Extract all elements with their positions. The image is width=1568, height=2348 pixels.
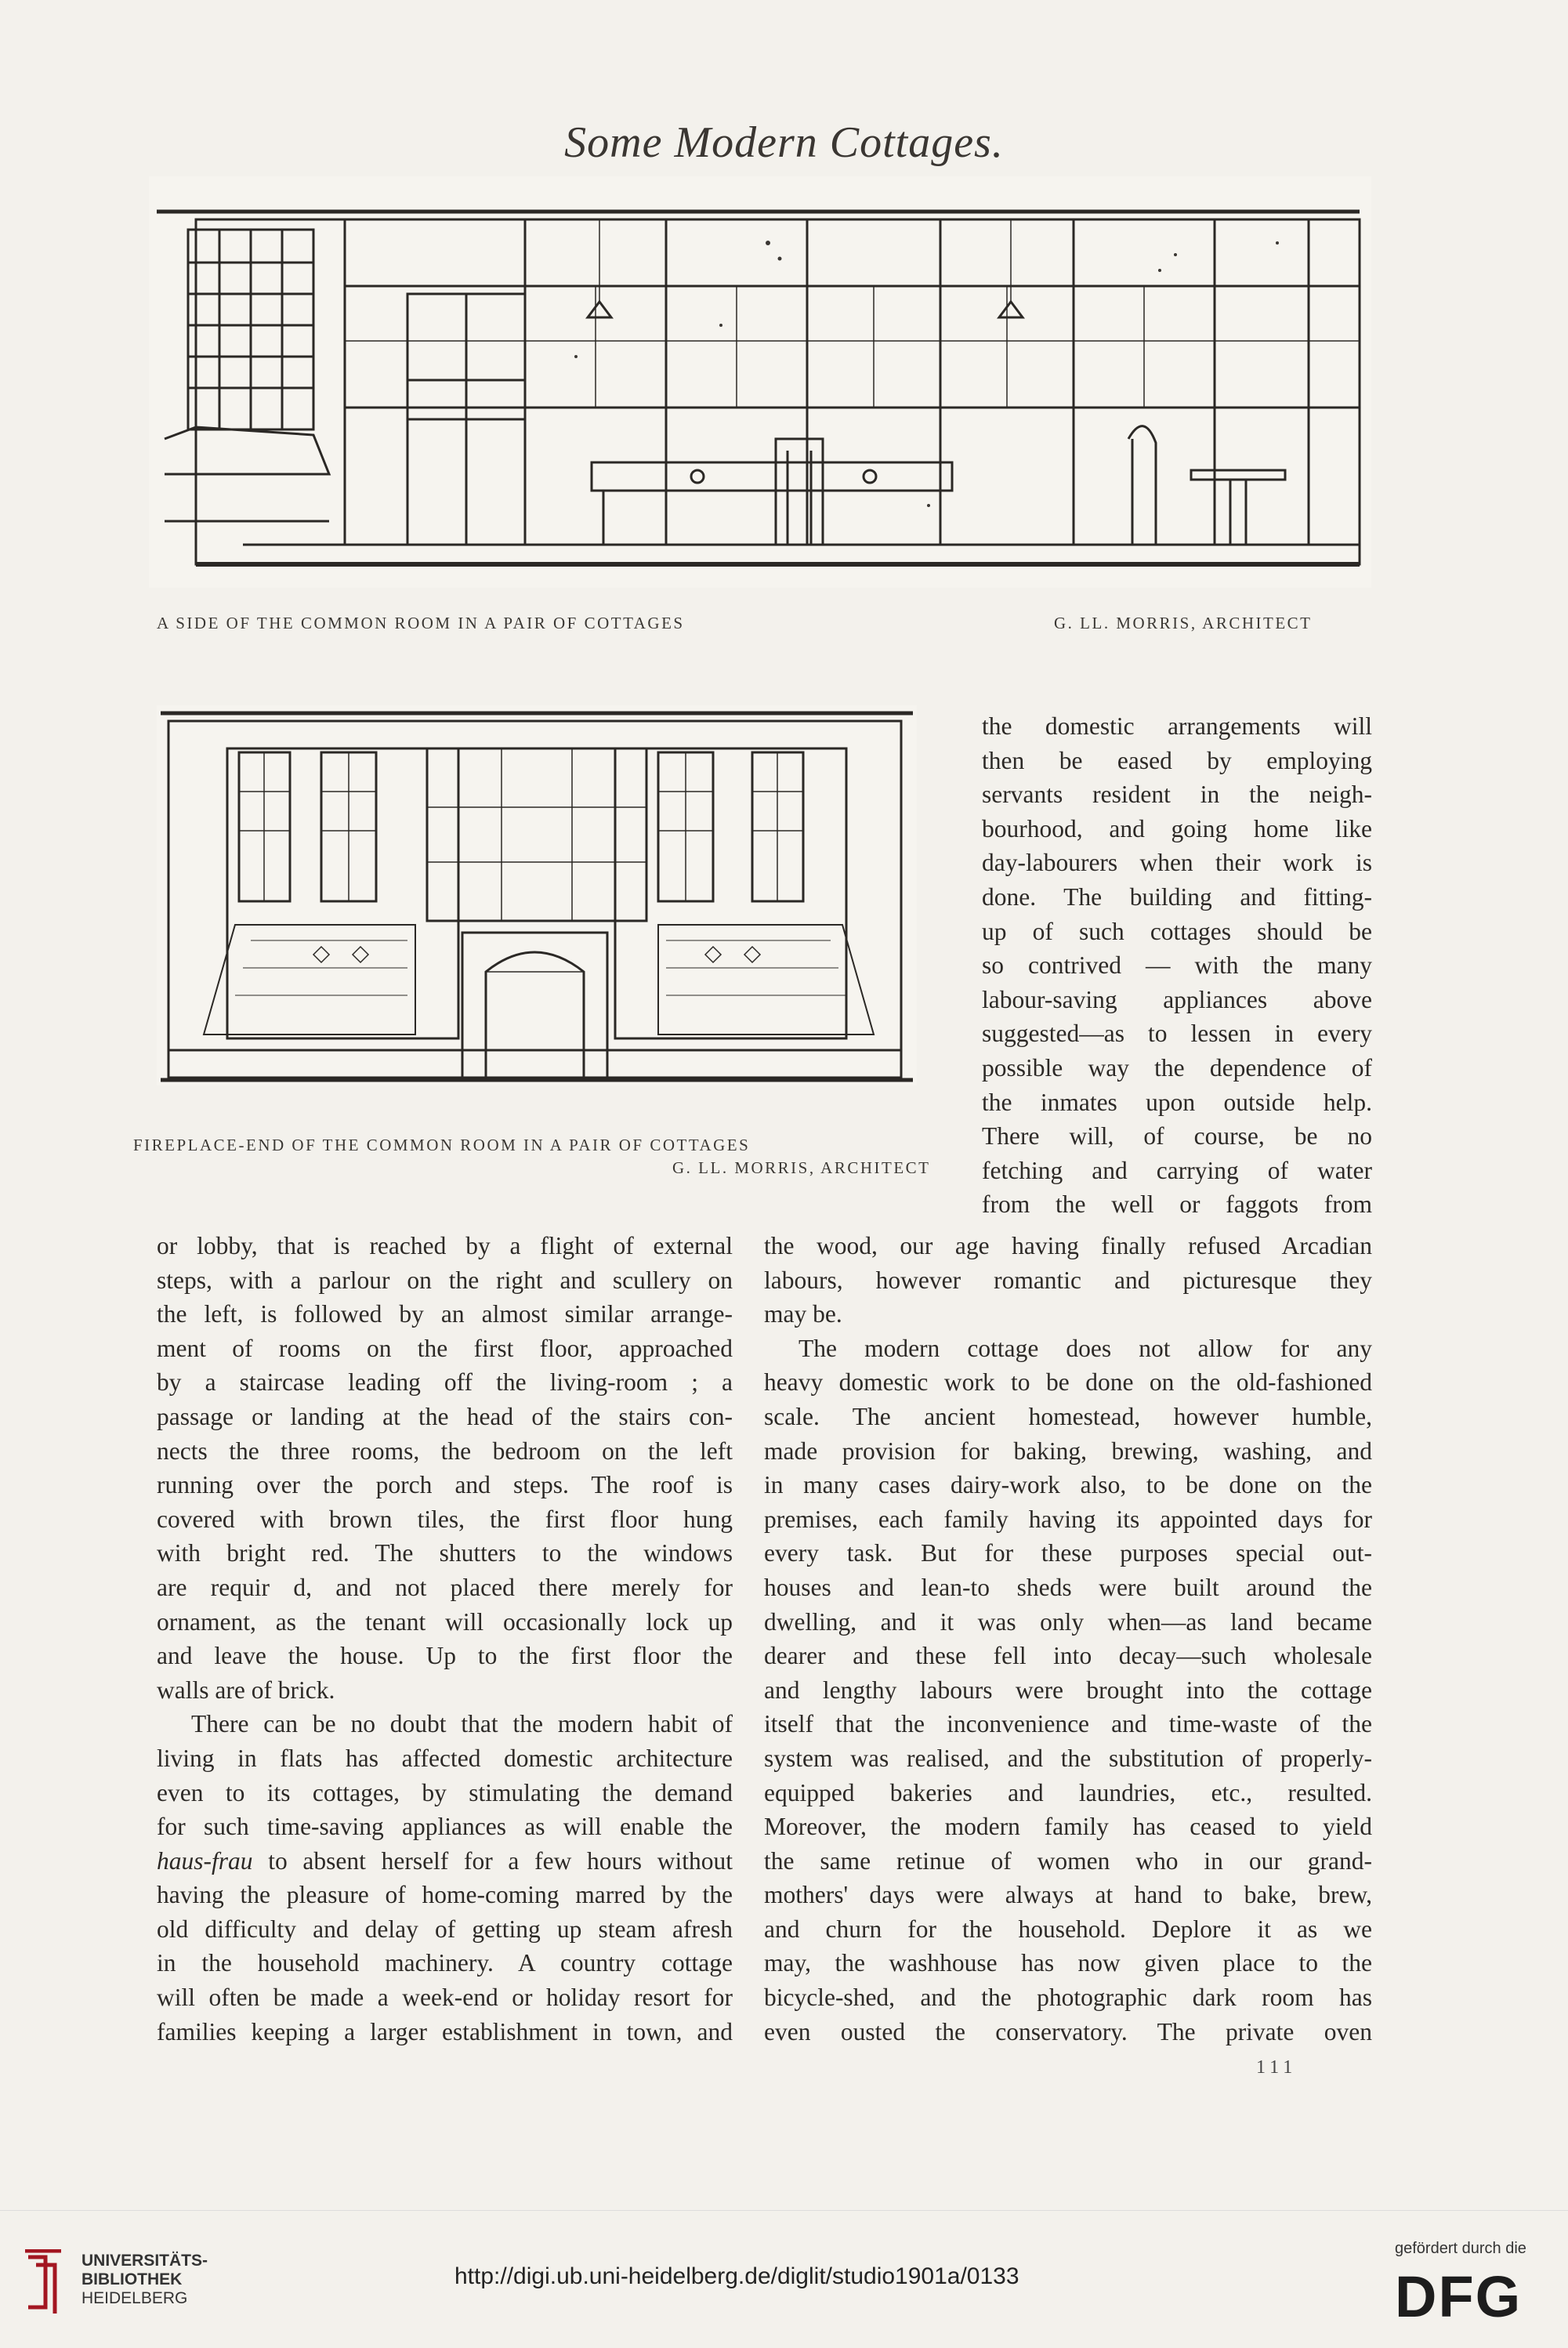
text-line: even to its cottages, by stimulating the demand bbox=[157, 1778, 733, 1806]
text-line: possible way the dependence of bbox=[982, 1053, 1372, 1082]
text-line: Moreover, the modern family has ceased to yield bbox=[764, 1813, 1372, 1841]
text-line: running over the porch and steps. The roof is bbox=[157, 1471, 733, 1499]
text-line: walls are of brick. bbox=[157, 1676, 335, 1704]
text-line: nects the three rooms, the bedroom on the left bbox=[157, 1437, 733, 1465]
text-line: ment of rooms on the first floor, approached bbox=[157, 1334, 733, 1362]
text-line: are requir d, and not placed there merely for bbox=[157, 1573, 733, 1601]
text-line: equipped bakeries and laundries, etc., resulted. bbox=[764, 1778, 1372, 1806]
text-line: every task. But for these purposes special out- bbox=[764, 1539, 1372, 1567]
text-line: houses and lean-to sheds were built around the bbox=[764, 1573, 1372, 1601]
text-line: the domestic arrangements will bbox=[982, 712, 1372, 740]
text-line: made provision for baking, brewing, washing, and bbox=[764, 1437, 1372, 1465]
text-line: and lengthy labours were brought into the cottage bbox=[764, 1676, 1372, 1704]
text-line: done. The building and fitting- bbox=[982, 882, 1372, 911]
text-line: servants resident in the neigh- bbox=[982, 781, 1372, 809]
text-line: labour-saving appliances above bbox=[982, 985, 1372, 1013]
figure-1-caption: A SIDE OF THE COMMON ROOM IN A PAIR OF COTTAGES bbox=[157, 614, 685, 632]
figure-1-credit: G. LL. MORRIS, ARCHITECT bbox=[1054, 614, 1313, 632]
text-line: ornament, as the tenant will occasionally lock up bbox=[157, 1607, 733, 1636]
text-line: from the well or faggots from bbox=[982, 1190, 1372, 1219]
text-line: mothers' days were always at hand to bake, brew, bbox=[764, 1881, 1372, 1909]
text-line: bicycle-shed, and the photographic dark room has bbox=[764, 1984, 1372, 2012]
text-span: to absent herself for a few hours without bbox=[268, 1846, 733, 1875]
text-line: passage or landing at the head of the stairs con- bbox=[157, 1402, 733, 1430]
text-line: families keeping a larger establishment in town, and bbox=[157, 2017, 733, 2045]
library-name-line: HEIDELBERG bbox=[81, 2289, 188, 2307]
text-line: dwelling, and it was only when—as land became bbox=[764, 1607, 1372, 1636]
text-line: or lobby, that is reached by a flight of external bbox=[157, 1232, 733, 1259]
text-line: itself that the inconvenience and time-waste of the bbox=[764, 1710, 1372, 1738]
text-line: the same retinue of women who in our grand- bbox=[764, 1846, 1372, 1875]
text-line: heavy domestic work to be done on the old-fashioned bbox=[764, 1368, 1372, 1397]
text-line: living in flats has affected domestic architecture bbox=[157, 1744, 733, 1772]
text-line: There will, of course, be no bbox=[982, 1122, 1372, 1150]
text-line: having the pleasure of home-coming marred by the bbox=[157, 1881, 733, 1909]
text-line: There can be no doubt that the modern habit of bbox=[191, 1710, 733, 1738]
text-line: premises, each family having its appointed days for bbox=[764, 1505, 1372, 1533]
text-line: suggested—as to lessen in every bbox=[982, 1020, 1372, 1048]
text-line: in the household machinery. A country cottage bbox=[157, 1949, 733, 1977]
library-name bbox=[81, 2252, 208, 2308]
funder-label: gefördert durch die bbox=[1395, 2240, 1526, 2257]
figure-common-room-side bbox=[149, 176, 1371, 588]
text-line: labours, however romantic and picturesque they bbox=[764, 1266, 1372, 1294]
text-line: will often be made a week-end or holiday resort for bbox=[157, 1984, 733, 2012]
text-line: by a staircase leading off the living-room ; a bbox=[157, 1368, 733, 1397]
text-line: old difficulty and delay of getting up steam afresh bbox=[157, 1915, 733, 1943]
text-line: and leave the house. Up to the first floor the bbox=[157, 1642, 733, 1670]
text-line: and churn for the household. Deplore it as we bbox=[764, 1915, 1372, 1943]
text-line: day-labourers when their work is bbox=[982, 849, 1372, 877]
text-line: the wood, our age having finally refused Arcadian bbox=[764, 1232, 1372, 1259]
text-line: steps, with a parlour on the right and scullery on bbox=[157, 1266, 733, 1294]
text-line bbox=[157, 1844, 733, 1879]
text-line: may be. bbox=[764, 1300, 842, 1328]
text-column-right bbox=[764, 1229, 1372, 2049]
text-line: up of such cottages should be bbox=[982, 917, 1372, 945]
figure-2-credit: G. LL. MORRIS, ARCHITECT bbox=[672, 1158, 931, 1177]
text-line: scale. The ancient homestead, however humble, bbox=[764, 1402, 1372, 1430]
library-name-line: UNIVERSITÄTS- bbox=[81, 2252, 208, 2270]
text-line: covered with brown tiles, the first floor hung bbox=[157, 1505, 733, 1533]
figure-fireplace-end bbox=[157, 705, 917, 1085]
text-line: fetching and carrying of water bbox=[982, 1156, 1372, 1184]
text-line: system was realised, and the substitution of properly- bbox=[764, 1744, 1372, 1772]
text-column-left bbox=[157, 1229, 733, 2049]
page-number: 111 bbox=[1256, 2057, 1298, 2078]
text-line: may, the washhouse has now given place to the bbox=[764, 1949, 1372, 1977]
text-column-right-top bbox=[982, 709, 1372, 1222]
text-line: bourhood, and going home like bbox=[982, 814, 1372, 842]
library-logo-icon bbox=[22, 2249, 64, 2315]
text-line: with bright red. The shutters to the windows bbox=[157, 1539, 733, 1567]
italic-term: haus-frau bbox=[157, 1846, 253, 1875]
running-title: Some Modern Cottages. bbox=[564, 118, 1004, 167]
text-line: The modern cottage does not allow for any bbox=[798, 1334, 1372, 1362]
text-line: dearer and these fell into decay—such wholesale bbox=[764, 1642, 1372, 1670]
dfg-logo: DFG bbox=[1395, 2264, 1523, 2329]
text-line: for such time-saving appliances as will enable the bbox=[157, 1813, 733, 1841]
library-name-line: BIBLIOTHEK bbox=[81, 2270, 183, 2288]
figure-2-caption: FIREPLACE-END OF THE COMMON ROOM IN A PAIR OF COTTAGES bbox=[133, 1136, 751, 1154]
text-line: in many cases dairy-work also, to be done on the bbox=[764, 1471, 1372, 1499]
permalink-url[interactable]: http://digi.ub.uni-heidelberg.de/diglit/studio1901a/0133 bbox=[454, 2263, 1019, 2289]
text-line: the left, is followed by an almost similar arrange- bbox=[157, 1300, 733, 1328]
text-line: so contrived — with the many bbox=[982, 951, 1372, 980]
text-line: the inmates upon outside help. bbox=[982, 1088, 1372, 1116]
text-line: even ousted the conservatory. The private oven bbox=[764, 2017, 1372, 2045]
text-line: then be eased by employing bbox=[982, 746, 1372, 774]
